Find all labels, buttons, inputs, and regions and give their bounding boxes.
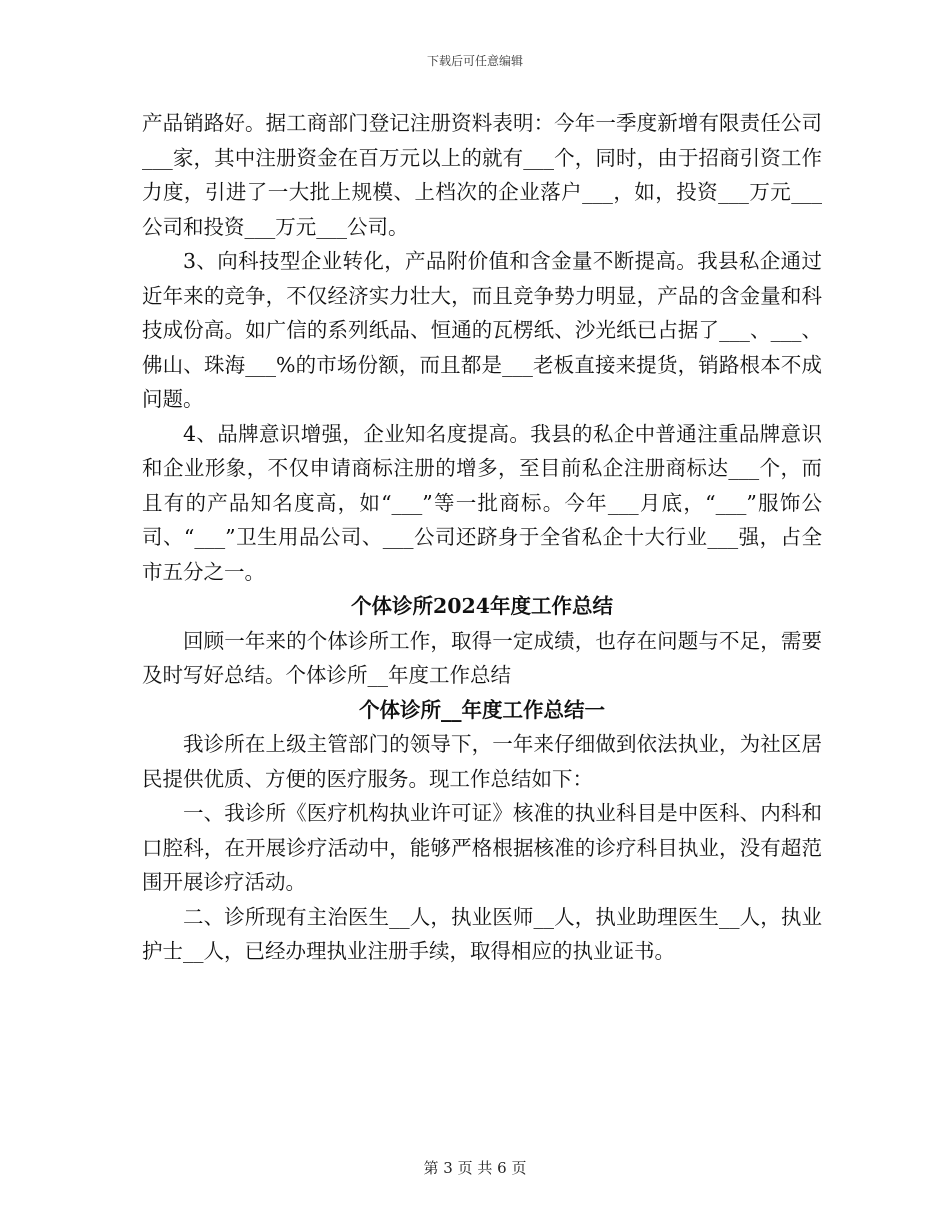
page-number-footer: 第 3 页 共 6 页: [423, 1159, 527, 1177]
paragraph-review: 回顾一年来的个体诊所工作，取得一定成绩，也存在问题与不足，需要及时写好总结。个体诊所__年度工作总结: [142, 628, 822, 687]
section-subtitle-summary-one: 个体诊所__年度工作总结一: [359, 697, 605, 722]
paragraph-sales: 产品销路好。据工商部门登记注册资料表明：今年一季度新增有限责任公司___家，其中注册资金在百万元以上的就有___个，同时，由于招商引资工作力度，引进了一大批上规模、上档次的企业落户___，如，投资___万元___公司和投资___万元___公司。: [142, 111, 822, 239]
paragraph-item-two: 二、诊所现有主治医生__人，执业医师__人，执业助理医生__人，执业护士__人，已经办理执业注册手续，取得相应的执业证书。: [142, 904, 822, 963]
paragraph-item-one: 一、我诊所《医疗机构执业许可证》核准的执业科目是中医科、内科和口腔科，在开展诊疗活动中，能够严格根据核准的诊疗科目执业，没有超范围开展诊疗活动。: [142, 801, 822, 894]
document-body: [142, 106, 822, 969]
paragraph-intro: 我诊所在上级主管部门的领导下，一年来仔细做到依法执业，为社区居民提供优质、方便的医疗服务。现工作总结如下：: [142, 732, 822, 791]
page-header-note: 下载后可任意编辑: [426, 54, 523, 68]
paragraph-brand-awareness: 4、品牌意识增强，企业知名度提高。我县的私企中普通注重品牌意识和企业形象，不仅申请商标注册的增多，至目前私企注册商标达___个，而且有的产品知名度高，如“___”等一批商标。今年___月底，“___”服饰公司、“___”卫生用品公司、___公司还跻身于全省私企十大行业___强，占全市五分之一。: [142, 421, 822, 584]
section-title-annual-summary: 个体诊所2024年度工作总结: [350, 594, 614, 618]
paragraph-tech-transformation: 3、向科技型企业转化，产品附价值和含金量不断提高。我县私企通过近年来的竞争，不仅经济实力壮大，而且竞争势力明显，产品的含金量和科技成份高。如广信的系列纸品、恒通的瓦楞纸、沙光纸已占据了___、___、佛山、珠海___%的市场份额，而且都是___老板直接来提货，销路根本不成问题。: [142, 249, 822, 411]
